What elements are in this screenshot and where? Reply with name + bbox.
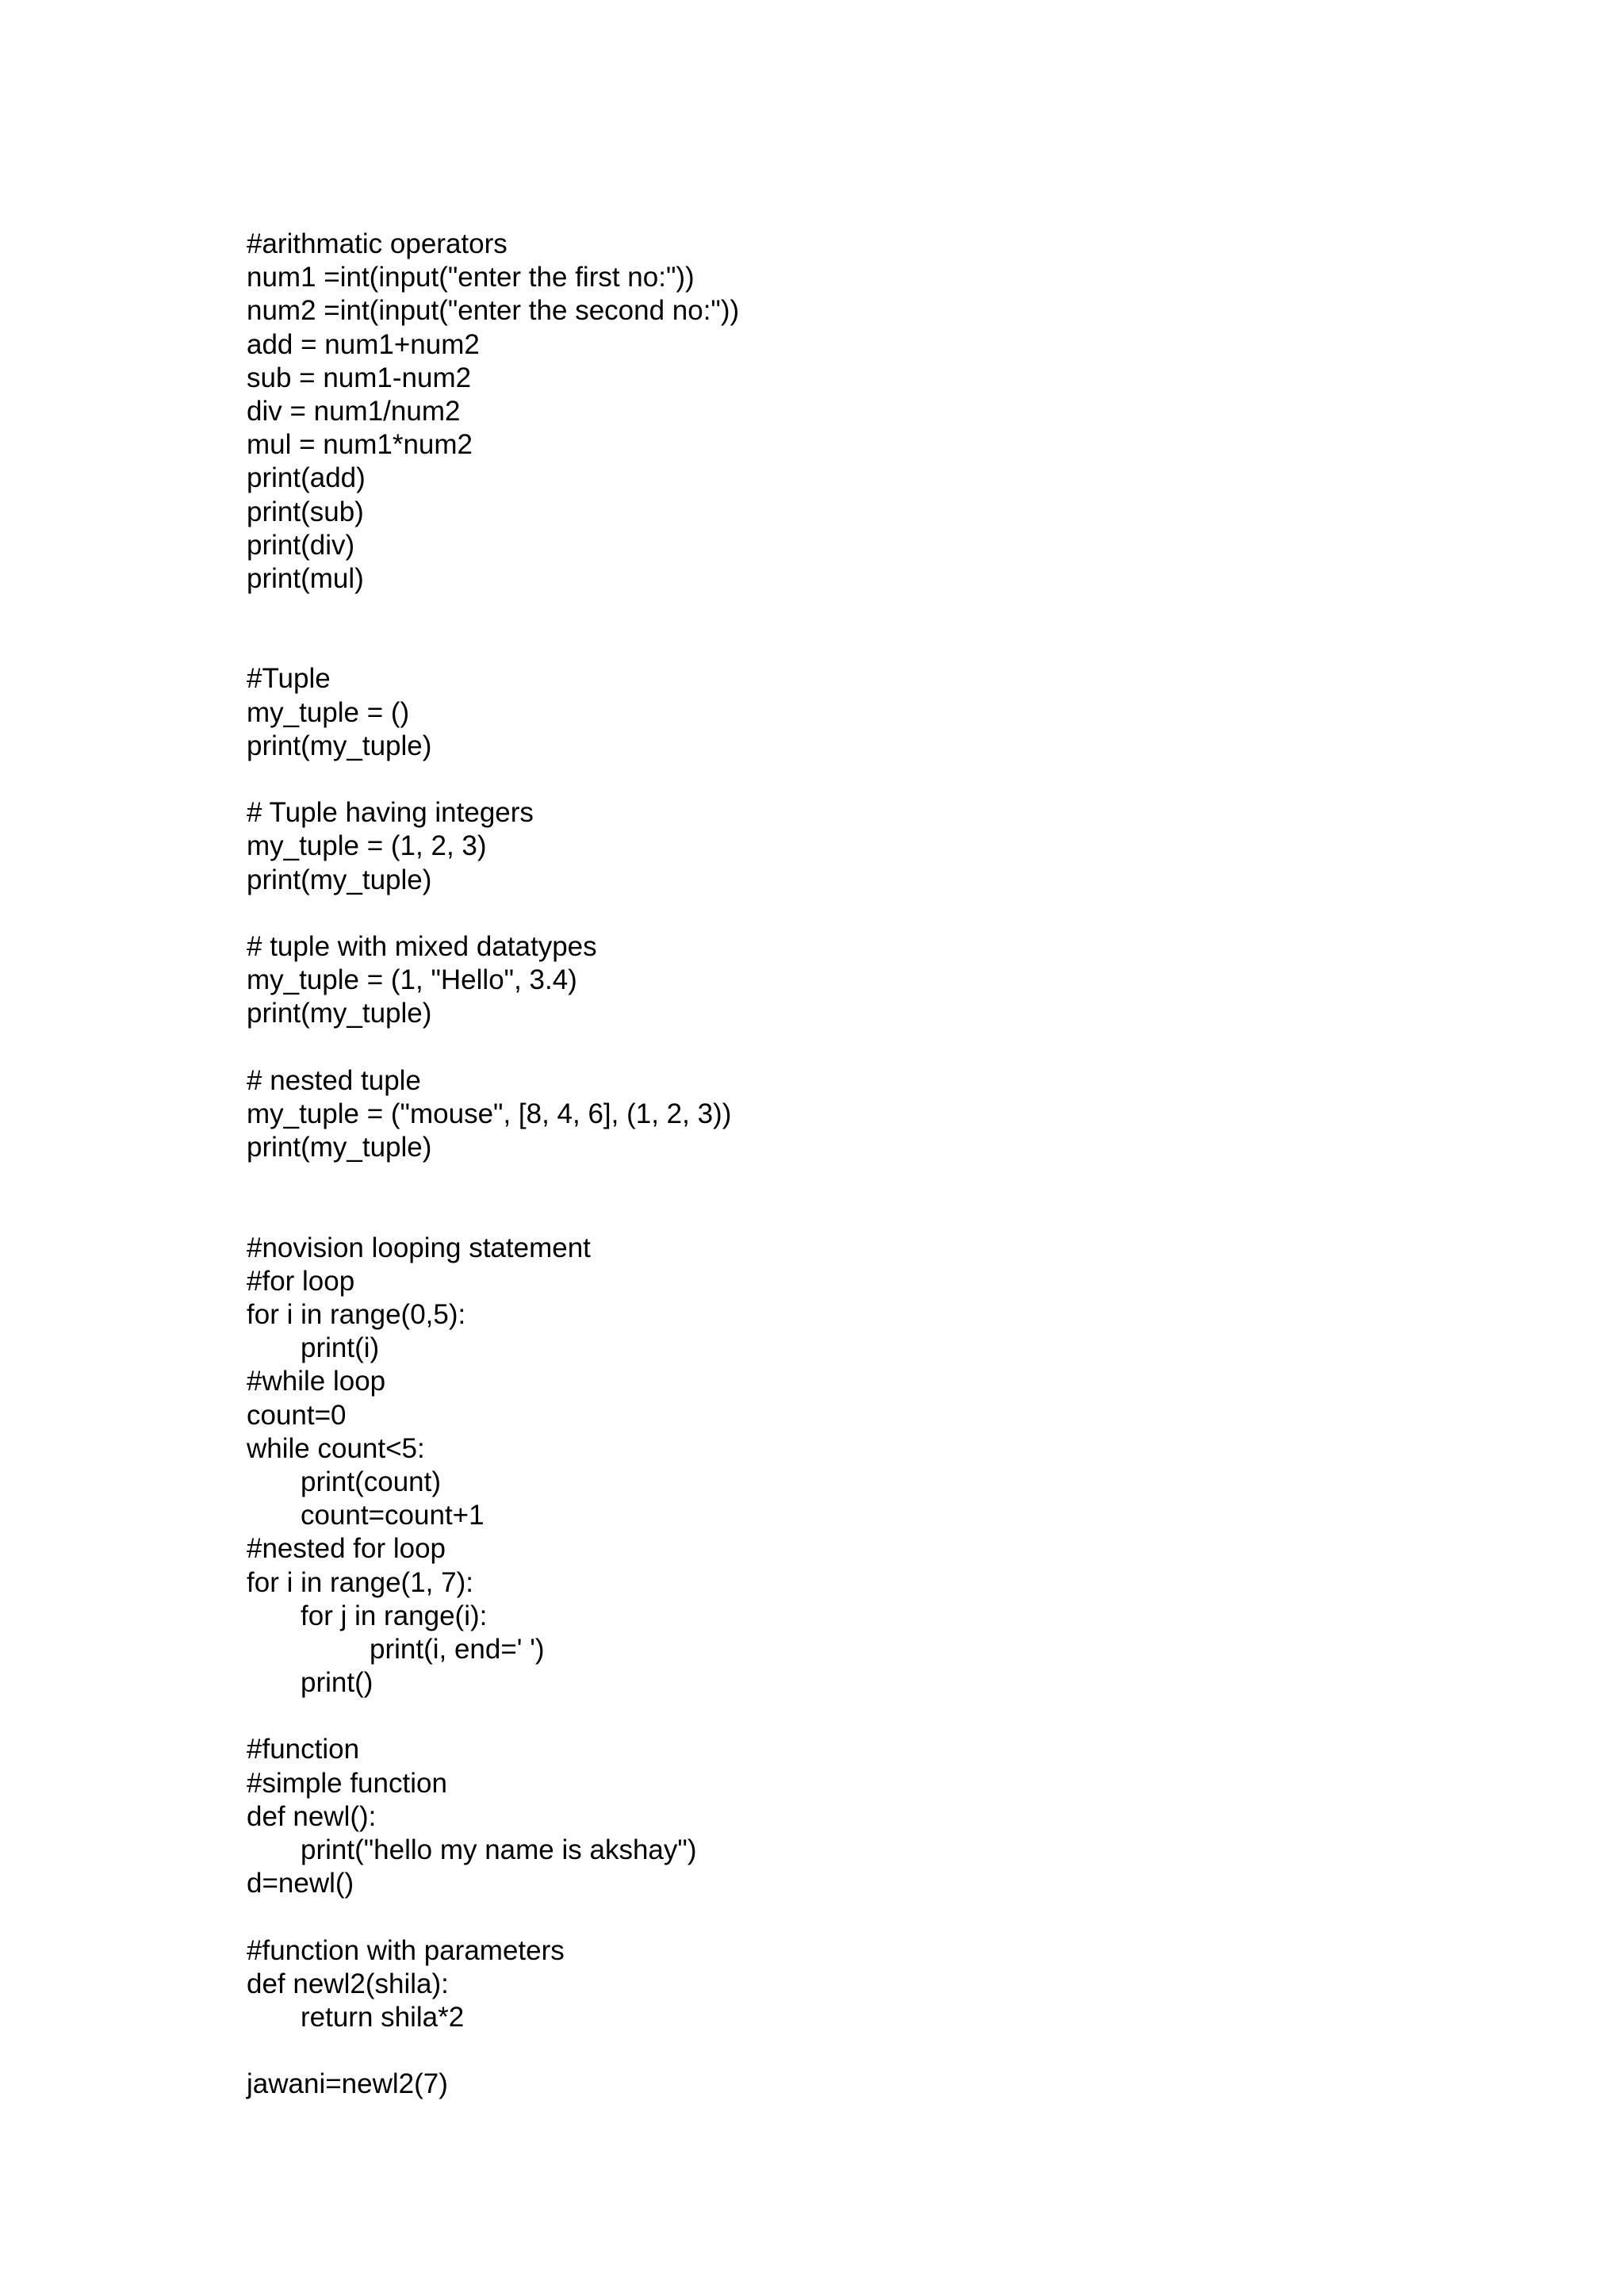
blank-line [247, 2034, 1436, 2068]
code-line: print(my_tuple) [247, 864, 432, 895]
code-line: sub = num1-num2 [247, 362, 472, 393]
blank-line [247, 1164, 1436, 1198]
comment-line: #nested for loop [247, 1533, 446, 1565]
blank-line [247, 763, 1436, 796]
blank-line [247, 1198, 1436, 1231]
code-line: while count<5: [247, 1432, 425, 1464]
code-line: print(add) [247, 462, 366, 494]
comment-line: # nested tuple [247, 1064, 421, 1096]
code-line: count=0 [247, 1399, 347, 1431]
blank-line [247, 1900, 1436, 1934]
code-line: print(div) [247, 529, 355, 561]
comment-line: #arithmatic operators [247, 228, 508, 259]
comment-line: #while loop [247, 1366, 386, 1397]
code-line: my_tuple = (1, 2, 3) [247, 830, 487, 862]
comment-line: #for loop [247, 1265, 355, 1297]
code-line: print(i, end=' ') [370, 1633, 545, 1665]
comment-line: #function with parameters [247, 1934, 565, 1966]
comment-line: #novision looping statement [247, 1232, 591, 1263]
code-line: num2 =int(input("enter the second no:")) [247, 295, 740, 327]
blank-line [247, 1700, 1436, 1733]
code-line: return shila*2 [301, 2001, 465, 2033]
code-line: my_tuple = ("mouse", [8, 4, 6], (1, 2, 3)) [247, 1098, 732, 1129]
comment-line: #simple function [247, 1767, 447, 1799]
blank-line [247, 629, 1436, 662]
code-line: print(my_tuple) [247, 1132, 432, 1163]
code-line: for i in range(0,5): [247, 1299, 466, 1330]
code-line: add = num1+num2 [247, 328, 480, 360]
code-line: jawani=newl2(7) [247, 2068, 448, 2100]
blank-line [247, 1031, 1436, 1064]
blank-line [247, 596, 1436, 629]
code-line: print(i) [301, 1332, 380, 1364]
code-line: def newl2(shila): [247, 1968, 449, 1999]
code-line: print(sub) [247, 496, 364, 527]
code-line: my_tuple = () [247, 696, 410, 728]
comment-line: # Tuple having integers [247, 797, 534, 829]
code-line: print(my_tuple) [247, 998, 432, 1029]
code-line: div = num1/num2 [247, 395, 461, 427]
comment-line: # tuple with mixed datatypes [247, 930, 597, 962]
comment-line: #function [247, 1734, 360, 1765]
code-line: print() [301, 1667, 373, 1699]
code-line: def newl(): [247, 1800, 377, 1832]
code-line: print("hello my name is akshay") [301, 1834, 697, 1865]
code-line: d=newl() [247, 1868, 354, 1899]
code-line: count=count+1 [301, 1500, 485, 1531]
code-listing [247, 228, 1436, 2102]
comment-line: #Tuple [247, 663, 331, 695]
code-line: print(mul) [247, 562, 364, 594]
code-line: for j in range(i): [301, 1600, 488, 1631]
code-line: my_tuple = (1, "Hello", 3.4) [247, 964, 577, 996]
code-line: mul = num1*num2 [247, 429, 473, 461]
code-line: print(my_tuple) [247, 730, 432, 761]
code-line: for i in range(1, 7): [247, 1566, 473, 1598]
code-line: print(count) [301, 1466, 442, 1497]
blank-line [247, 897, 1436, 930]
code-line: num1 =int(input("enter the first no:")) [247, 262, 695, 293]
